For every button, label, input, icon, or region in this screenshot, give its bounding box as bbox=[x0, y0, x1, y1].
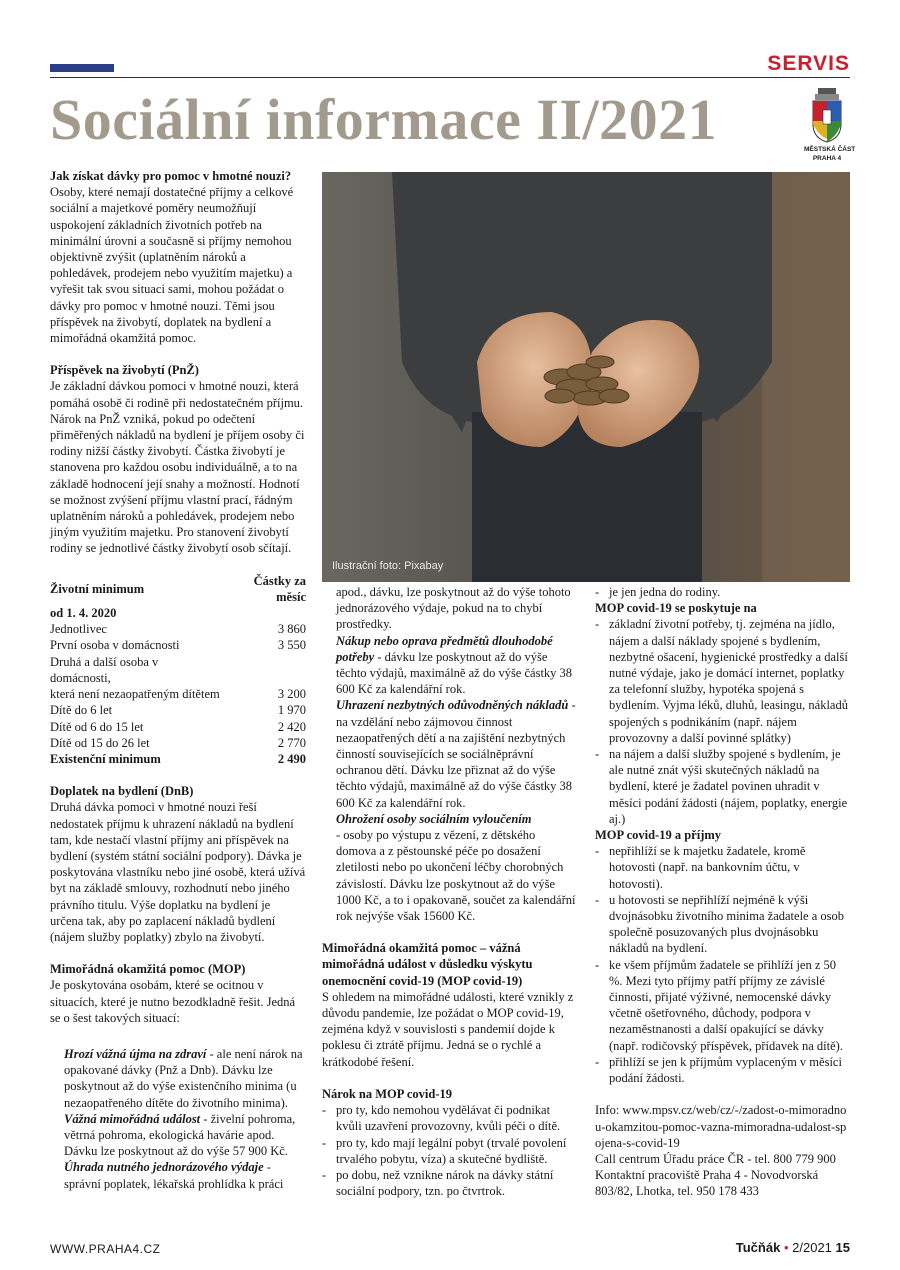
situation-title: Nákup nebo oprava předmětů dlouhodobé potřeby bbox=[336, 633, 553, 664]
list-item: - u hotovosti se nepřihlíží nejméně k výši dvojnásobku životního minima žadatele a osob společně posuzovaných plus dvojnásobku nákladů na bydlení. bbox=[595, 892, 850, 957]
dnb-text: Druhá dávka pomoci v hmotné nouzi řeší nedostatek příjmu k uhrazení nákladů na bydlení tam, kde nestačí vlastní příjmy ani příspěvek na bydlení (systém státní sociální podpory). Dávka je poskytována vlastníku nebo jiné osobě, která užívá byt na základě smlouvy, rozhodnutí nebo jiného právního titulu. Výše doplatku na bydlení je určena tak, aby po zaplacení nákladů bydlení (nájem služby poplatky) zbylo na živobytí. bbox=[50, 800, 306, 944]
row-label: Dítě do 6 let bbox=[50, 703, 113, 718]
crest-icon bbox=[810, 86, 844, 144]
claim-section bbox=[322, 1086, 578, 1199]
list-item: - po dobu, než vznikne nárok na dávky státní sociální podpory, tzn. po čtvrtrok. bbox=[322, 1167, 578, 1199]
situation-title: Vážná mimořádná událost bbox=[64, 1111, 201, 1126]
table-head-label: Životní minimum bbox=[50, 581, 145, 596]
dnb-heading: Doplatek na bydlení (DnB) bbox=[50, 784, 194, 799]
list-item: - pro ty, kdo nemohou vydělávat či podnikat kvůli uzavření provozovny, kvůli péči o dítě. bbox=[322, 1102, 578, 1134]
situation-item bbox=[64, 1159, 306, 1191]
page-title: Sociální informace II/2021 bbox=[50, 87, 718, 152]
table-row bbox=[50, 735, 306, 751]
list-item: - ke všem příjmům žadatele se přihlíží jen z 50 %. Mezi tyto příjmy patří příjmy ze závislé činnosti, přijaté výživné, nemocenské dávky včetně ošetřovného, důchody, podpora v nezaměstnanosti a další opakující se dávky (např. rodičovský příspěvek, přídavek na dítě). bbox=[595, 957, 850, 1054]
list-item: - nepřihlíží se k majetku žadatele, kromě hotovosti (např. na bankovním účtu, v hotovosti). bbox=[595, 843, 850, 892]
issue-number: 2/2021 bbox=[792, 1240, 832, 1255]
page-number: 15 bbox=[835, 1240, 850, 1255]
claim-list bbox=[322, 1102, 578, 1199]
list-item: - přihlíží se jen k příjmům vyplaceným v měsíci podání žádosti. bbox=[595, 1054, 850, 1086]
list-item: - je jen jedna do rodiny. bbox=[595, 584, 850, 600]
provided-heading: MOP covid-19 se poskytuje na bbox=[595, 601, 757, 616]
row-label: Jednotlivec bbox=[50, 622, 107, 637]
table-head-date: od 1. 4. 2020 bbox=[50, 606, 117, 621]
mop-text: Je poskytována osobám, které se ocitnou v situacích, které je nutno bezodkladně řešit. Jedná se o šest takových situací: bbox=[50, 978, 296, 1025]
list-item: - základní životní potřeby, tj. zejména na jídlo, nájem a další náklady spojené s bydlením, nezbytné ošacení, hygienické prostředky a další nutné výdaje, jako je domácí internet, poplatky za telefonní služby, hypotéka spojená s bydlením. Vyjma léků, dluhů, leasingu, nákladů spojených s podnikáním (např. nájem provozovny a další povinné splátky) bbox=[595, 616, 850, 746]
situation-item bbox=[336, 811, 578, 924]
situation-text: - ale není nárok na opakované dávky (Pnž a Dnb). Dávku lze poskytnout až do výše existenčního minima (u nezaopatřeného dítěte do životního minima). bbox=[64, 1046, 303, 1110]
footer-issue bbox=[736, 1240, 850, 1255]
situation-text: - na vzdělání nebo zájmovou činnost nezaopatřených dětí a na zajištění nezbytných činností souvisejících se sociálněprávní ochranou dětí. Dávku lze přiznat až do výše těchto výdajů, maximálně až do výše částky 38 600 Kč za kalendářní rok. bbox=[336, 698, 576, 810]
table-total-row bbox=[50, 751, 306, 767]
total-label: Existenční minimum bbox=[50, 751, 161, 766]
row-value: 1 970 bbox=[277, 703, 306, 718]
table-row bbox=[50, 637, 306, 653]
situation-text: - dávku lze poskytnout až do výše těchto výdajů, maximálně až do výše částky 38 600 Kč za kalendářní rok. bbox=[336, 649, 573, 697]
situation-item bbox=[336, 633, 578, 698]
table-row bbox=[50, 654, 306, 686]
pnz-section bbox=[50, 362, 306, 556]
claim-list-continued bbox=[595, 584, 850, 600]
list-item: - na nájem a další služby spojené s bydlením, je ale nutné znát výši skutečných nákladů na bydlení, které je žadatel povinen uhradit v měsíci podání žádosti (nájem, poplatky, energie aj.) bbox=[595, 746, 850, 827]
row-value bbox=[221, 654, 306, 686]
row-label: Dítě od 6 do 15 let bbox=[50, 719, 144, 734]
situation-continued: apod., dávku, lze poskytnout až do výše tohoto jednorázového výdaje, pokud na to chybí prostředky. bbox=[336, 585, 571, 632]
situation-text: - živelní pohroma, větrná pohroma, ekologická havárie apod. Dávku lze poskytnout až do výše 57 900 Kč. bbox=[64, 1111, 296, 1159]
situation-text: - osoby po výstupu z vězení, z dětského domova a z pěstounské péče po dosažení zletilosti nebo po ukončení léčby chorobných závislostí. Dávku lze poskytnout až do výše 1000 Kč, a to i opakovaně, součet za kalendářní rok nejvýše však 15600 Kč. bbox=[336, 828, 576, 924]
income-heading: MOP covid-19 a příjmy bbox=[595, 828, 722, 843]
table-row bbox=[50, 686, 306, 702]
row-value: 3 860 bbox=[277, 622, 306, 637]
crest-caption-2: PRAHA 4 bbox=[812, 155, 842, 162]
situation-title: Ohrožení osoby sociálním vyloučením bbox=[336, 811, 532, 826]
table-row bbox=[50, 719, 306, 735]
mop-situations-2 bbox=[322, 584, 578, 924]
contact-office: Kontaktní pracoviště Praha 4 - Novodvorská 803/82, Lhotka, tel. 950 178 433 bbox=[595, 1168, 819, 1199]
section-label: SERVIS bbox=[767, 52, 850, 75]
list-item: - pro ty, kdo mají legální pobyt (trvalé povolení trvalého pobytu, víza) a skutečné bydliště. bbox=[322, 1135, 578, 1167]
mop-section bbox=[50, 961, 306, 1026]
intro-section bbox=[50, 168, 306, 346]
claim-heading: Nárok na MOP covid-19 bbox=[322, 1086, 452, 1101]
row-label: Druhá a další osoba v domácnosti, bbox=[50, 654, 159, 685]
total-value: 2 490 bbox=[277, 751, 306, 766]
living-minimum-table bbox=[50, 573, 306, 767]
row-label: První osoba v domácnosti bbox=[50, 638, 180, 653]
covid-heading: Mimořádná okamžitá pomoc – vážná mimořádná událost v důsledku výskytu onemocnění covid-19 (MOP covid-19) bbox=[322, 941, 533, 988]
column-2 bbox=[322, 584, 578, 1199]
situation-text: - správní poplatek, lékařská prohlídka k práci bbox=[64, 1160, 284, 1191]
situation-item bbox=[64, 1111, 306, 1160]
row-label: Dítě od 15 do 26 let bbox=[50, 735, 150, 750]
row-value: 3 550 bbox=[277, 638, 306, 653]
dnb-section bbox=[50, 783, 306, 945]
covid-section bbox=[322, 940, 578, 1070]
district-crest bbox=[804, 86, 856, 170]
table-row bbox=[50, 621, 306, 637]
column-1 bbox=[50, 168, 306, 1192]
situation-title: Uhrazení nezbytných odůvodněných nákladů bbox=[336, 698, 569, 713]
photo-credit: Ilustrační foto: Pixabay bbox=[332, 560, 444, 572]
row-value: 2 770 bbox=[277, 735, 306, 750]
mop-heading: Mimořádná okamžitá pomoc (MOP) bbox=[50, 962, 246, 977]
footer-website[interactable]: WWW.PRAHA4.CZ bbox=[50, 1242, 161, 1256]
crest-caption-1: MĚSTSKÁ ČÁST bbox=[804, 146, 856, 153]
mop-situations-1 bbox=[50, 1046, 306, 1192]
intro-text: Osoby, které nemají dostatečné příjmy a celkové sociální a majetkové poměry neumožňují uspokojení základních životních potřeb na minimální úrovni a současně si příjmy nemohou objektivně zvýšit (uplatněním nároků a pohledávek, prodejem nebo využitím majetku) a vyřešit tak svou situaci sami, mohou požádat o dávky pro pomoc v hmotné nouzi. Těmi jsou příspěvek na živobytí, doplatek na bydlení a mimořádná okamžitá pomoc. bbox=[50, 185, 294, 346]
table-row bbox=[50, 702, 306, 718]
row-label: která není nezaopatřeným dítětem bbox=[50, 687, 220, 702]
separator-dot-icon: • bbox=[783, 1240, 789, 1255]
header-accent-bar bbox=[50, 64, 114, 72]
provided-list bbox=[595, 616, 850, 827]
call-centre: Call centrum Úřadu práce ČR - tel. 800 779 900 bbox=[595, 1151, 836, 1166]
header-rule bbox=[50, 77, 850, 78]
column-3 bbox=[595, 584, 850, 1200]
row-value: 2 420 bbox=[277, 719, 306, 734]
situation-item bbox=[336, 697, 578, 810]
pnz-heading: Příspěvek na živobytí (PnŽ) bbox=[50, 363, 199, 378]
situation-item bbox=[64, 1046, 306, 1111]
info-link[interactable]: Info: www.mpsv.cz/web/cz/-/zadost-o-mimoradnou-okamzitou-pomoc-vazna-mimoradna-udalost-spojena-s-covid-19 bbox=[595, 1103, 847, 1150]
hands-with-coins-image bbox=[322, 172, 850, 582]
table-head-value: Částky za měsíc bbox=[253, 573, 306, 604]
situation-title: Úhrada nutného jednorázového výdaje bbox=[64, 1160, 264, 1175]
row-value: 3 200 bbox=[277, 687, 306, 702]
situation-title: Hrozí vážná újma na zdraví bbox=[64, 1046, 207, 1061]
intro-heading: Jak získat dávky pro pomoc v hmotné nouzi? bbox=[50, 169, 292, 183]
illustration-photo bbox=[322, 172, 850, 582]
income-list bbox=[595, 843, 850, 1086]
covid-text: S ohledem na mimořádné události, které vznikly z důvodu pandemie, lze požádat o MOP covid-19, zejména když v souvislosti s pandemií dojde k poklesu či ztrátě příjmu. Jedná se o rychlé a krátkodobé řešení. bbox=[322, 989, 574, 1069]
magazine-name: Tučňák bbox=[735, 1240, 781, 1255]
pnz-text: Je základní dávkou pomoci v hmotné nouzi, která pomáhá osobě či rodině při nedostatečném příjmu. Nárok na PnŽ vzniká, pokud po odečtení přiměřených nákladů na bydlení je příjem osoby či rodiny nižší částky živobytí. Částka živobytí je stanovena pro každou osobu individuálně, a to na základě hodnocení její snahy a možností. Hodnotí se možnost zvýšení příjmu vlastní prací, řádným uplatněním nároků a pohledávek, prodejem nebo jiným využitím majetku. Pro stanovení živobytí rodiny se jednotlivé částky živobytí osob sčítají. bbox=[50, 379, 305, 556]
